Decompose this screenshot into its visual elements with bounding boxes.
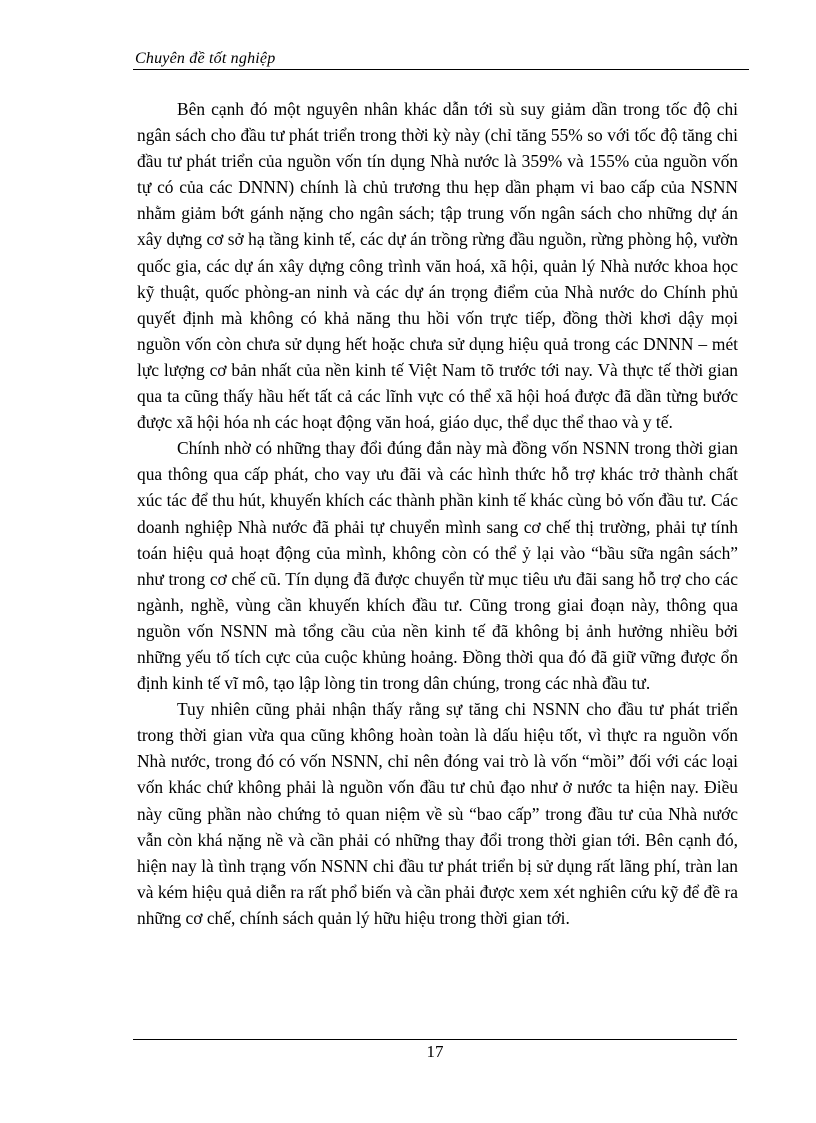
footer-divider (133, 1039, 737, 1040)
header-divider (133, 69, 749, 70)
paragraph: Chính nhờ có những thay đổi đúng đắn này mà đồng vốn NSNN trong thời gian qua thông qua cấp phát, cho vay ưu đãi và các hình thức hỗ trợ khác trở thành chất xúc tác để thu hút, khuyến khích các thành phần kinh tế khác cùng bỏ vốn đầu tư. Các doanh nghiệp Nhà nước đã phải tự chuyển mình sang cơ chế thị trường, phải tự tính toán hiệu quả hoạt động của mình, không còn có thể ỷ lại vào “bầu sữa ngân sách” như trong cơ chế cũ. Tín dụng đã được chuyển từ mục tiêu ưu đãi sang hỗ trợ cho các ngành, nghề, vùng cần khuyến khích đầu tư. Cũng trong giai đoạn này, thông qua nguồn vốn NSNN mà tổng cầu của nền kinh tế đã không bị ảnh hưởng nhiều bởi những yếu tố tích cực của cuộc khủng hoảng. Đồng thời qua đó đã giữ vững được ổn định kinh tế vĩ mô, tạo lập lòng tin trong dân chúng, trong các nhà đầu tư. (137, 438, 738, 694)
page-number: 17 (426, 1042, 444, 1061)
document-body (137, 96, 738, 931)
paragraph: Tuy nhiên cũng phải nhận thấy rằng sự tăng chi NSNN cho đầu tư phát triển trong thời gian vừa qua cũng không hoàn toàn là dấu hiệu tốt, vì thực ra nguồn vốn Nhà nước, trong đó có vốn NSNN, chỉ nên đóng vai trò là vốn “mồi” đối với các loại vốn khác chứ không phải là nguồn vốn đầu tư chủ đạo như ở nước ta hiện nay. Điều này cũng phần nào chứng tỏ quan niệm về sù “bao cấp” trong đầu tư của Nhà nước vẫn còn khá nặng nề và cần phải có những thay đổi trong thời gian tới. Bên cạnh đó, hiện nay là tình trạng vốn NSNN chi đầu tư phát triển bị sử dụng rất lãng phí, tràn lan và kém hiệu quả diễn ra rất phổ biến và cần phải được xem xét nghiên cứu kỹ để đề ra những cơ chế, chính sách quản lý hữu hiệu trong thời gian tới. (137, 699, 738, 928)
paragraph: Bên cạnh đó một nguyên nhân khác dẫn tới sù suy giảm dần trong tốc độ chi ngân sách cho đầu tư phát triển trong thời kỳ này (chỉ tăng 55% so với tốc độ tăng chi đầu tư phát triển của nguồn vốn tín dụng Nhà nước là 359% và 155% của nguồn vốn tự có của các DNNN) chính là chủ trương thu hẹp dần phạm vi bao cấp của NSNN nhằm giảm bớt gánh nặng cho ngân sách; tập trung vốn ngân sách cho những dự án xây dựng cơ sở hạ tầng kinh tế, các dự án trồng rừng đầu nguồn, rừng phòng hộ, vườn quốc gia, các dự án xây dựng công trình văn hoá, xã hội, quản lý Nhà nước khoa học kỹ thuật, quốc phòng-an ninh và các dự án trọng điểm của Nhà nước do Chính phủ quyết định mà không có khả năng thu hồi vốn trực tiếp, đồng thời khơi dậy mọi nguồn vốn còn chưa sử dụng hết hoặc chưa sử dụng hiệu quả trong các DNNN – mét lực lượng cơ bản nhất của nền kinh tế Việt Nam tõ trước tới nay. Và thực tế thời gian qua ta cũng thấy hầu hết tất cả các lĩnh vực có thể xã hội hoá được đã dần từng bước được xã hội hóa nh các hoạt động văn hoá, giáo dục, thể dục thể thao và y tế. (137, 99, 738, 433)
page-header-title: Chuyên đề tốt nghiệp (135, 50, 276, 67)
